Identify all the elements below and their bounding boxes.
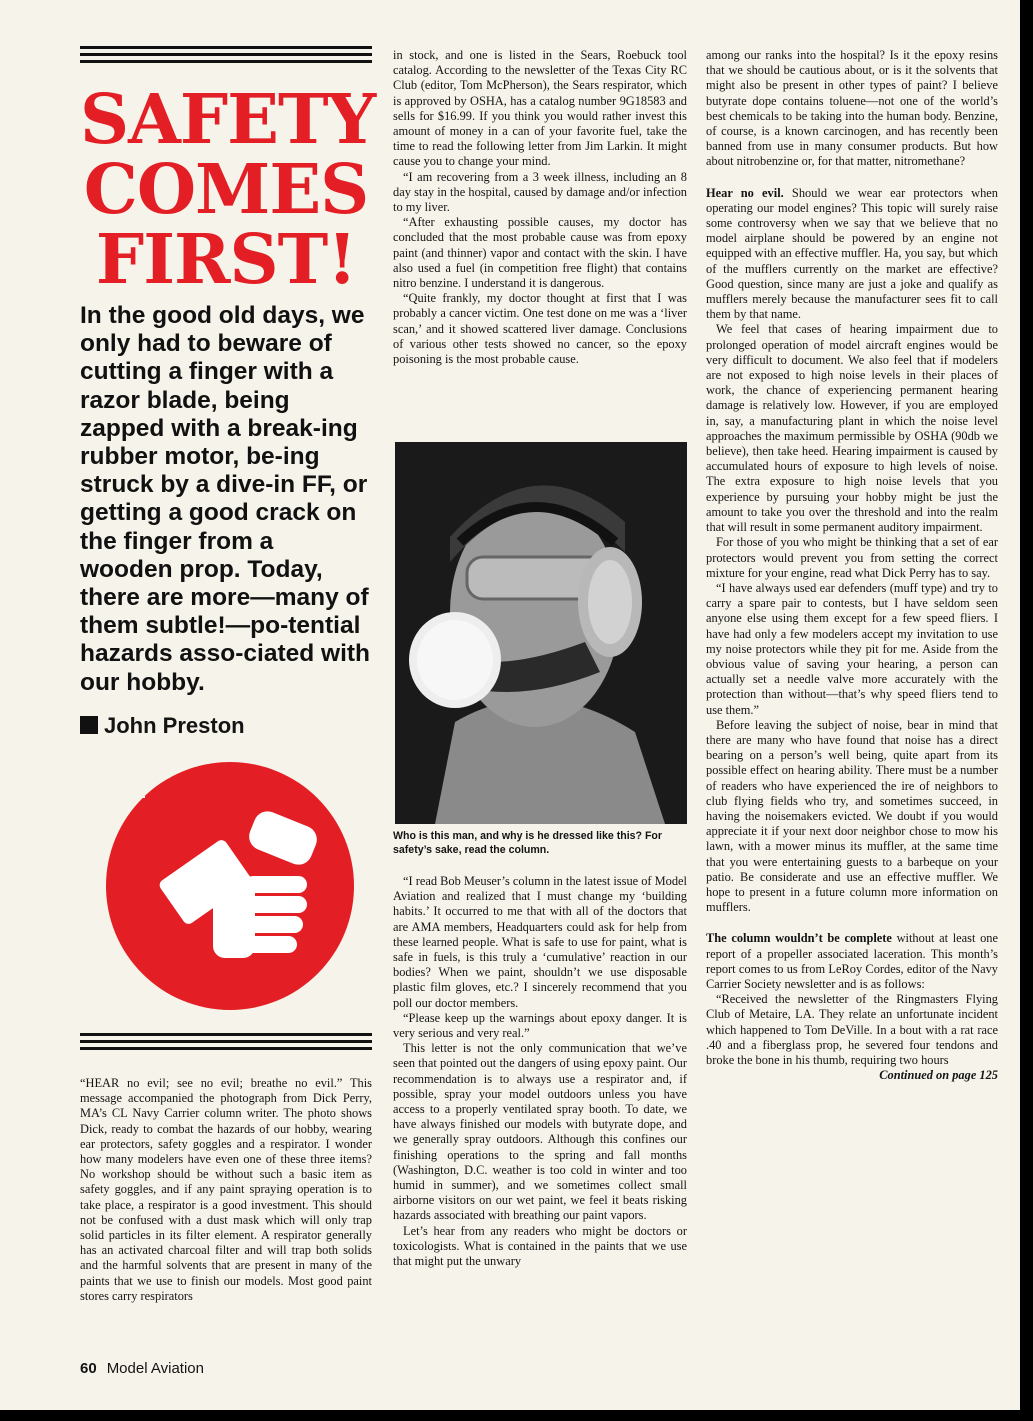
paragraph: “I read Bob Meuser’s column in the latest issue of Model Aviation and realized that I must change my ‘building habits.’ It occurred to me that with all of the doctors that are AMA members, Headquarters could ask for help from these learned people. What is safe to use for paint, what is safe in fuels, is this truly a ‘cumulative’ reaction in our bodies? When we paint, shouldn’t we use disposable plastic film gloves, etc.? I sincerely recommend that you poll our doctor members.: [393, 874, 688, 1010]
paragraph: This letter is not the only communication that we’ve seen that pointed out the dangers of using epoxy paint. Our recommendation is to always use a respirator and, if possible, spray your model outdoors unless you have access to a properly ventilated spray booth. To date, we have always finished our models with butyrate dope, and we generally spray outdoors. Although this confines our finishing operations to the spring and fall months (Washington, D.C. weather is too cold in winter and too humid in summer), and we sometimes collect small airborne visitors on our wet paint, we feel it beats risking hazards associated with breathing our paint vapors.: [393, 1041, 687, 1223]
column-2-top: [393, 48, 687, 367]
paragraph: We feel that cases of hearing impairment due to prolonged operation of model aircraft engines would be very difficult to document. We also feel that if modelers are not exposed to high noise levels in their places of work, the chance of experiencing permanent hearing damage is relatively low. However, if you are employed in, say, a manufacturing plant in which the noise level approaches the maximum permissible by OSHA (90db we believe), then take heed. Hearing impairment is caused by accumulated hours of exposure to high levels of noise. The extra exposure to high noise levels that you experience by pursuing your hobby might be just the amount to take you over the threshold and into the realm that will result in some permanent auditory impairment.: [706, 322, 998, 535]
paragraph: among our ranks into the hospital? Is it the epoxy resins that we should be cautious about, or is it the solvents that might also be present in other types of paint? I believe butyrate dope contains toluene—not one of the world’s best chemicals to be taking into the human body. Benzine, of course, is a known carcinogen, and has recently been banned from use in many consumer products. But how about nitrobenzine or, for that matter, nitromethane?: [706, 48, 998, 169]
column-2-bottom: [393, 874, 687, 1269]
author-name: John Preston: [104, 713, 245, 738]
paragraph-text: Should we wear ear protectors when operating our model engines? This topic will surely raise some controversy when we say that we believe that no model airplane should be powered by an engine not equipped with an effective muffler. Ha, you say, but which of the mufflers currently on the market are effective? Good question, since many are just a joke and qualify as mufflers merely because the manufacturer sees fit to call them by that name.: [706, 185, 998, 322]
respirator-photo: [395, 442, 687, 824]
paragraph: “Please keep up the warnings about epoxy danger. It is very serious and very real.”: [393, 1010, 687, 1041]
page-footer: [80, 1360, 204, 1377]
paragraph: Let’s hear from any readers who might be doctors or toxicologists. What is contained in the paints that we use that might put the unwary: [393, 1223, 687, 1269]
paragraph: “Quite frankly, my doctor thought at first that I was probably a cancer victim. One test done on me was a ‘liver scan,’ and it showed scattered liver damage. Conclusions of various other tests showed no cancer, so the epoxy poisoning is the most probable cause.: [393, 291, 687, 367]
column-3: [706, 48, 998, 1083]
photo-caption: Who is this man, and why is he dressed like this? For safety’s sake, read the column.: [393, 830, 663, 856]
column-1: [80, 1076, 372, 1304]
page-number: 60: [80, 1360, 97, 1377]
paragraph: [706, 931, 998, 992]
headline-line-2: COMES: [83, 150, 369, 230]
byline-square-icon: [80, 716, 98, 734]
subhead-hear-no-evil: Hear no evil.: [706, 185, 784, 200]
paragraph: “HEAR no evil; see no evil; breathe no evil.” This message accompanied the photograph from Dick Perry, MA’s CL Navy Carrier column writer. The photo shows Dick, ready to combat the hazards of our hobby, wearing ear protectors, safety goggles and a respirator. I wonder how many modelers have even one of these three items? No workshop should be without such a basic item as safety goggles, and if any paint spraying operation is to take place, a respirator is a good investment. This should not be confused with a dust mask which will only trap solid particles in its filter element. A respirator generally has an activated charcoal filter and will trap both solids and the harmful solvents that are present in many of the paints that we use to finish our models. Most good paint stores carry respirators: [80, 1076, 372, 1303]
paragraph: “Received the newsletter of the Ringmasters Flying Club of Metaire, LA. They relate an unfortunate incident which happened to Tom DeVille. In a bout with a rat race .40 and a fiberglass prop, he severed four tendons and broke the bone in his thumb, requiring two hours: [706, 992, 998, 1067]
paragraph: in stock, and one is listed in the Sears, Roebuck tool catalog. According to the newsletter of the Texas City RC Club (editor, Tom McPherson), the Sears respirator, which is approved by OSHA, has a catalog number 9G18583 and sells for $16.99. If you think you would rather invest this amount of money in a can of your favorite fuel, take the time to read the following letter from Jim Larkin. It might cause you to change your mind.: [393, 48, 687, 169]
magazine-name: Model Aviation: [106, 1360, 204, 1377]
headline-line-3: FIRST!: [95, 220, 357, 300]
bottom-rules: [80, 1033, 372, 1054]
paragraph: “I am recovering from a 3 week illness, including an 8 day stay in the hospital, caused by damage and/or infection to my liver.: [393, 169, 687, 215]
top-rules: [80, 46, 372, 67]
paragraph: For those of you who might be thinking that a set of ear protectors would prevent you from setting the correct mixture for your engine, read what Dick Perry has to say.: [706, 535, 998, 580]
paragraph: “I have always used ear defenders (muff type) and try to carry a spare pair to contests, but I have seldom seen anyone else using them except for a few speed fliers. I have had only a few modelers accept my invitation to use my noise protectors while they pit for me. Aside from the obvious value of saving your hearing, a person can actually set a needle valve more accurately with the protection than without—that’s why speed fliers tend to use them.”: [706, 580, 998, 717]
subhead-propeller: The column wouldn’t be complete: [706, 931, 892, 946]
deck-text: In the good old days, we only had to beware of cutting a finger with a razor blade, being zapped with a break-ing rubber motor, be-ing struck by a dive-in FF, or getting a good crack on the finger from a wooden prop. Today, there are more—many of them subtle!—po-tential hazards asso-ciated with our hobby.: [80, 302, 371, 696]
continued-note: Continued on page 125: [879, 1068, 998, 1083]
byline: [80, 713, 245, 739]
headline-line-1: SAFETY: [80, 80, 376, 160]
paragraph: “After exhausting possible causes, my doctor has concluded that the most probable cause was from epoxy paint (and thinner) vapor and contact with the skin. I have also used a fuel (in competition free flight) that contains nitro benzine. I understand it is dangerous.: [393, 215, 687, 291]
paragraph: Before leaving the subject of noise, bear in mind that there are many who have found that noise has a direct bearing on a person’s well being, quite apart from its possible effect on hearing ability. There must be a number of readers who have experienced the ire of neighbors to club flying fields who try, and sometimes succeed, in having the noisemakers evicted. We doubt if you would appreciate it if your next door neighbor chose to mow his lawn, with a mower minus its muffler, at the same time that you were entertaining guests to a barbeque on your patio. Be considerate and use an effective muffler. We hope to present in a future column more information on mufflers.: [706, 717, 998, 915]
paragraph: [706, 186, 998, 323]
safety-hand-logo: [105, 758, 355, 1013]
headline: [80, 80, 376, 300]
paragraph-text: without at least one report of a propeller associated laceration. This month’s report comes to us from LeRoy Cordes, editor of the Navy Carrier Society newsletter and is as follows:: [706, 931, 998, 991]
